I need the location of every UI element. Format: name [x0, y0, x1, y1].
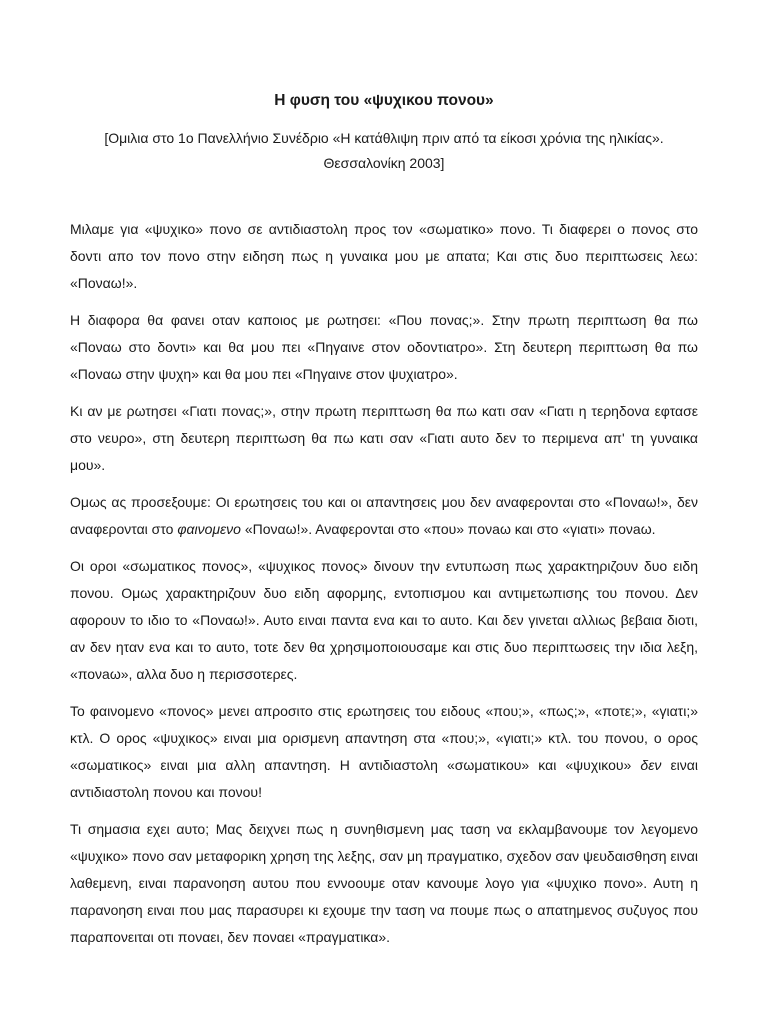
- paragraph-6-text-b: ειναι αντιδιαστολη πονου και πονου!: [70, 757, 698, 800]
- document-title: Η φυση του «ψυχικου πονου»: [274, 92, 494, 109]
- paragraph-4-text-a: Ομως ας προσεξουμε: Οι ερωτησεις του και οι απαντησεις μου δεν αναφερονται στο «Ποναω!», δεν αναφερονται στο: [70, 494, 698, 537]
- document-subtitle: [70, 126, 698, 176]
- paragraph-2: Η διαφορα θα φανει οταν καποιος με ρωτησει: «Που πονας;». Στην πρωτη περιπτωση θα πω «Ποναω στο δοντι» και θα μου πει «Πηγαινε στον οδοντιατρο». Στη δευτερη περιπτωση θα πω «Ποναω στην ψυχη» και θα μου πει «Πηγαινε στον ψυχιατρο».: [70, 312, 698, 382]
- paragraph-6-emphasis: δεν: [640, 757, 662, 773]
- paragraph-5: Οι οροι «σωματικος πονος», «ψυχικος πονος» δινουν την εντυπωση πως χαρακτηριζουν δυο ειδη πονου. Ομως χαρακτηριζουν δυο ειδη αφορμης, εντοπισμου και αντιμετωπισης του πονου. Δεν αφορουν το ιδιο το «Ποναω!». Αυτο ειναι παντα ενα και το αυτο. Και δεν γινεται αλλιως βεβαια διοτι, αν δεν ηταν ενα και το αυτο, τοτε δεν θα χρησιμοποιουσαμε και στις δυο περιπτωσεις την ιδια λεξη, «πονaω», αλλα δυο η περισσοτερες.: [70, 558, 698, 682]
- paragraph-6-text-a: Το φαινομενο «πονος» μενει απροσιτο στις ερωτησεις του ειδους «που;», «πως;», «ποτε;», «γιατι;» κτλ. Ο ορος «ψυχικος» ειναι μια ορισμενη απαντηση στα «που;», «γιατι;» κτλ. του πονου, ο ορος «σωματικος» ειναι μια αλλη απαντηση. Η αντιδιαστολη «σωματικου» και «ψυχικου»: [70, 703, 698, 773]
- paragraph-3: Κι αν με ρωτησει «Γιατι πονας;», στην πρωτη περιπτωση θα πω κατι σαν «Γιατι η τερηδονα εφτασε στο νευρο», στη δευτερη περιπτωση θα πω κατι σαν «Γιατι αυτο δεν το περιμενα απ' τη γυναικα μου».: [70, 403, 698, 473]
- paragraph-4-text-b: «Ποναω!». Αναφερονται στο «που» πονaω και στο «γιατι» πονaω.: [240, 521, 656, 537]
- subtitle-line-2: Θεσσαλονίκη 2003]: [323, 155, 445, 171]
- paragraph-4-emphasis: φαινομενο: [177, 521, 241, 537]
- subtitle-line-1: [Ομιλια στο 1ο Πανελλήνιο Συνέδριο «Η κατάθλιψη πριν από τα είκοσι χρόνια της ηλικίας».: [104, 130, 664, 146]
- paragraph-6: [70, 698, 698, 806]
- paragraph-4: [70, 489, 698, 543]
- paragraph-7: Τι σημασια εχει αυτο; Μας δειχνει πως η συνηθισμενη μας ταση να εκλαμβανουμε τον λεγομενο «ψυχικο» πονο σαν μεταφορικη χρηση της λεξης, σαν μη πραγματικο, σχεδον σαν ψευδαισθηση ειναι λαθεμενη, ειναι παρανοηση αυτου που εννοουμε οταν κανουμε λογο για «ψυχικο πονο». Αυτη η παρανοηση ειναι που μας παρασυρει κι εχουμε την ταση να πουμε πως ο απατημενος συζυγος που παραπονειται οτι πoναει, δεν πoναει «πραγματικα».: [70, 821, 698, 945]
- paragraph-1: Μιλαμε για «ψυχικο» πονο σε αντιδιαστολη προς τον «σωματικο» πονο. Τι διαφερει ο πονος στο δοντι απο τον πονο στην ειδηση πως η γυναικα μου με απατα; Και στις δυο περιπτωσεις λεω: «Ποναω!».: [70, 221, 698, 291]
